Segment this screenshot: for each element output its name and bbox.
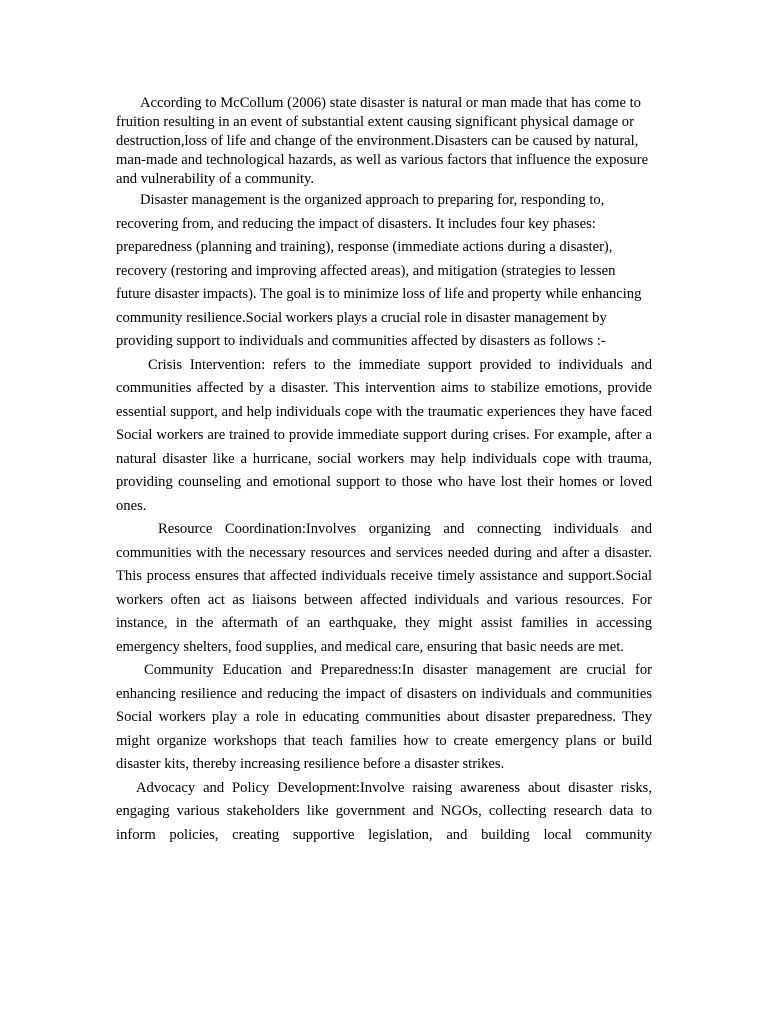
paragraph-crisis-intervention: Crisis Intervention: refers to the immediate support provided to individuals and communities affected by a disaster. This intervention aims to stabilize emotions, provide essential support, and help individuals cope with the traumatic experiences they have faced Social workers are trained to provide immediate support during crises. For example, after a natural disaster like a hurricane, social workers may help individuals cope with trauma, providing counseling and emotional support to those who have lost their homes or loved ones. bbox=[116, 356, 652, 514]
paragraph-resource-coordination: Resource Coordination:Involves organizing and connecting individuals and communities with the necessary resources and services needed during and after a disaster. This process ensures that affected individuals receive timely assistance and support.Social workers often act as liaisons between affected individuals and various resources. For instance, in the aftermath of an earthquake, they might assist families in accessing emergency shelters, food supplies, and medical care, ensuring that basic needs are met. bbox=[116, 521, 652, 655]
paragraph-advocacy-policy: Advocacy and Policy Development:Involve raising awareness about disaster risks, engaging various stakeholders like government and NGOs, collecting research data to inform policies, creating supportive legislation, and building local community bbox=[116, 779, 652, 843]
paragraph-disaster-definition: According to McCollum (2006) state disaster is natural or man made that has come to fruition resulting in an event of substantial extent causing significant physical damage or destruction,loss of life and change of the environment.Disasters can be caused by natural, man-made and technological hazards, as well as various factors that influence the exposure and vulnerability of a community. bbox=[116, 95, 649, 187]
document-page bbox=[116, 94, 652, 847]
paragraph-community-education: Community Education and Preparedness:In disaster management are crucial for enhancing resilience and reducing the impact of disasters on individuals and communities Social workers play a role in educating communities about disaster preparedness. They might organize workshops that teach families how to create emergency plans or build disaster kits, thereby increasing resilience before a disaster strikes. bbox=[116, 662, 652, 772]
paragraph-disaster-management: Disaster management is the organized approach to preparing for, responding to, recovering from, and reducing the impact of disasters. It includes four key phases: preparedness (planning and training), response (immediate actions during a disaster), recovery (restoring and improving affected areas), and mitigation (strategies to lessen future disaster impacts). The goal is to minimize loss of life and property while enhancing community resilience.Social workers plays a crucial role in disaster management by providing support to individuals and communities affected by disasters as follows :- bbox=[116, 192, 642, 349]
